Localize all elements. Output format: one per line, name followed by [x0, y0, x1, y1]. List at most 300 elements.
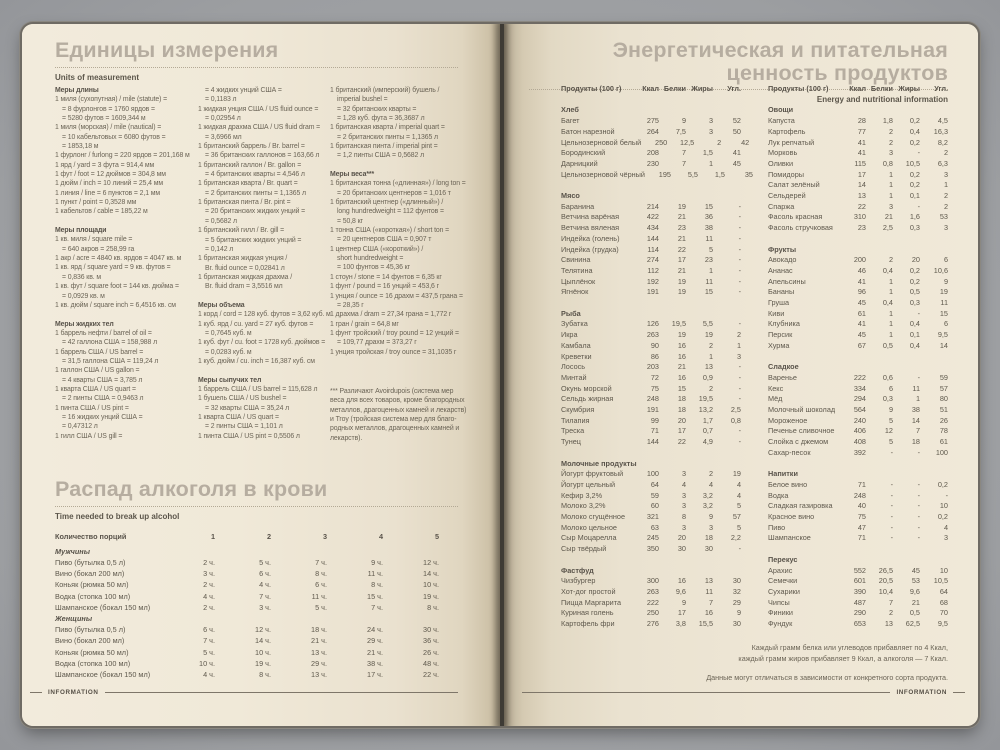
food-value: 0,2 — [937, 479, 948, 489]
unit-line: 1 унция / ounce = 16 драхм = 437,5 грана = — [330, 292, 463, 300]
food-name: Спаржа — [768, 201, 795, 211]
food-value: 15 — [704, 201, 713, 211]
food-value: 3 — [888, 201, 893, 211]
food-value: 1 — [888, 191, 893, 201]
food-value: 6,3 — [937, 158, 948, 168]
right-page-footer — [522, 689, 965, 696]
unit-line: long hundredweight = 112 фунтов = — [337, 208, 444, 216]
food-value: 38 — [911, 405, 920, 415]
unit-line: 1 фунт / pound = 16 унций = 453,6 г — [330, 283, 440, 291]
nutrition-header-cell: Угл. — [727, 84, 741, 93]
food-value: 63 — [650, 522, 659, 532]
footer-line — [105, 692, 458, 693]
food-name: Салат зелёный — [768, 180, 820, 190]
hours-value: 2 ч. — [203, 557, 215, 567]
food-value: 208 — [646, 148, 659, 158]
food-value: 11 — [705, 233, 713, 243]
food-value: 0,2 — [909, 116, 920, 126]
nutrition-header-cell: Жиры — [898, 84, 920, 93]
food-value: 1,5 — [702, 148, 713, 158]
food-row — [561, 212, 741, 223]
unit-line: imperial bushel = — [337, 96, 388, 104]
food-value: 18 — [704, 533, 713, 543]
nutrition-tables — [561, 84, 948, 630]
unit-line: = 5280 футов = 1609,344 м — [62, 115, 146, 123]
food-row — [561, 266, 741, 277]
unit-line: *** Различают Avoirdupois (система мер — [330, 387, 454, 395]
food-value: 19 — [677, 201, 686, 211]
food-name: Сухарики — [768, 586, 800, 596]
food-value: 57 — [939, 383, 948, 393]
food-value: 1 — [888, 330, 893, 340]
unit-line: 1 жидкая унция США / US fluid ounce = — [198, 105, 319, 113]
food-name: Хурма — [768, 340, 790, 350]
food-value: 564 — [853, 405, 866, 415]
unit-line: 1 британская кварта / Br. quart = — [198, 180, 298, 188]
food-value: 248 — [853, 490, 866, 500]
hours-value: 15 ч. — [367, 591, 383, 601]
food-value: 16 — [677, 576, 686, 586]
units-title-block — [55, 39, 458, 82]
food-value: 8 — [681, 512, 686, 522]
food-row — [768, 298, 948, 309]
food-value: 9 — [888, 405, 893, 415]
food-row — [768, 480, 948, 491]
food-value: 1 — [915, 394, 920, 404]
food-value: 52 — [732, 116, 741, 126]
food-value: 4,9 — [702, 437, 713, 447]
hours-value: 21 ч. — [311, 636, 327, 646]
food-value: - — [945, 490, 948, 500]
food-row — [768, 523, 948, 534]
food-value: 53 — [939, 212, 948, 222]
unit-line: = 0,142 л — [205, 245, 234, 253]
food-row — [768, 277, 948, 288]
unit-line: = 2 британских пинты = 1,1365 л — [205, 189, 306, 197]
food-value: 68 — [939, 597, 948, 607]
food-row — [561, 576, 741, 587]
units-column-3 — [330, 86, 490, 443]
book-spine — [500, 24, 504, 726]
food-section-title: Мясо — [561, 191, 580, 200]
food-name: Минтай — [561, 372, 587, 382]
food-value: 3 — [681, 490, 686, 500]
hours-value: 4 ч. — [203, 591, 215, 601]
food-row — [561, 373, 741, 384]
unit-line: веса для всех товаров, кроме благородных — [330, 397, 465, 405]
food-value: 275 — [646, 116, 659, 126]
food-value: - — [917, 479, 920, 489]
hours-value: 10 ч. — [199, 658, 215, 668]
unit-section-heading: Меры длины — [55, 87, 99, 94]
unit-line: 1 британская кварта / imperial quart = — [330, 124, 445, 132]
food-value: 192 — [646, 276, 659, 286]
food-value: 16 — [677, 372, 686, 382]
hours-value: 13 ч. — [311, 670, 327, 679]
food-value: 22 — [677, 437, 686, 447]
food-value: 41 — [732, 148, 741, 158]
food-value: 10 — [939, 501, 948, 511]
food-name: Молоко цельное — [561, 522, 617, 532]
food-value: 38 — [704, 223, 713, 233]
food-value: 29 — [732, 597, 741, 607]
unit-line: = 0,5682 л — [205, 217, 237, 225]
food-value: 2 — [888, 126, 893, 136]
food-row — [768, 212, 948, 223]
hours-value: 8 ч. — [371, 580, 383, 590]
food-value: 51 — [939, 405, 948, 415]
food-value: 6 — [943, 255, 948, 265]
food-value: - — [738, 426, 741, 436]
food-row — [768, 437, 948, 448]
food-value: 26,5 — [878, 565, 893, 575]
food-value: 18 — [911, 437, 920, 447]
food-value: 0,2 — [909, 276, 920, 286]
food-value: 263 — [646, 330, 659, 340]
food-value: - — [738, 383, 741, 393]
hours-value: 26 ч. — [423, 647, 439, 657]
food-name: Икра — [561, 330, 578, 340]
food-value: 7 — [708, 597, 713, 607]
food-value: 9 — [943, 276, 948, 286]
food-value: 19 — [732, 469, 741, 479]
unit-line: 1 британская тонна («длинная») / long ton = — [330, 180, 466, 188]
alcohol-row — [55, 602, 439, 613]
food-value: - — [738, 394, 741, 404]
food-name: Ананас — [768, 265, 793, 275]
food-value: 0,8 — [730, 415, 741, 425]
food-value: 13 — [704, 362, 713, 372]
food-value: 5 — [736, 522, 741, 532]
food-value: - — [890, 490, 893, 500]
food-row — [768, 266, 948, 277]
unit-line: родных металлов, драгоценных камней и — [330, 425, 460, 433]
food-value: 19,5 — [698, 394, 713, 404]
food-value: 1 — [888, 169, 893, 179]
food-value: 28 — [857, 116, 866, 126]
unit-line: 1 фунт тройский / troy pound = 12 унций = — [330, 329, 459, 337]
unit-section-heading: Меры сыпучих тел — [198, 376, 262, 384]
food-name: Белое вино — [768, 479, 808, 489]
food-value: 12 — [884, 426, 893, 436]
footer-label: INFORMATION — [896, 689, 947, 696]
food-value: - — [890, 533, 893, 543]
food-value: 64 — [939, 586, 948, 596]
food-value: 9,6 — [675, 586, 686, 596]
food-value: 0,4 — [882, 298, 893, 308]
unit-line: 1 миля (сухопутная) / mile (statute) = — [55, 96, 168, 104]
food-value: 4,5 — [937, 116, 948, 126]
food-value: 11 — [705, 276, 713, 286]
food-name: Ветчина вяленая — [561, 223, 620, 233]
food-name: Хот-дог простой — [561, 586, 616, 596]
drink-name: Шампанское (бокал 150 мл) — [55, 670, 151, 679]
unit-line: = 4 британских кварты = 4,546 л — [205, 171, 305, 179]
units-subtitle: Units of measurement — [55, 72, 140, 82]
food-row — [561, 533, 741, 544]
unit-section-heading: Меры объема — [198, 301, 245, 309]
unit-line: 1 стоун / stone = 14 фунтов = 6,35 кг — [330, 273, 442, 281]
hours-value: 6 ч. — [259, 569, 271, 579]
food-value: 9,5 — [937, 330, 948, 340]
unit-line: 1 ярд / yard = 3 фута = 914,4 мм — [55, 161, 155, 169]
food-value: 5 — [888, 415, 893, 425]
food-value: 64 — [650, 479, 659, 489]
unit-line: 1 куб. фут / cu. foot = 1728 куб. дюймов = — [198, 339, 326, 347]
unit-block — [198, 376, 330, 441]
food-row — [561, 148, 741, 159]
food-value: 1 — [708, 158, 713, 168]
unit-line: 1 тонна США («короткая») / short ton = — [330, 227, 450, 235]
alcohol-portion-count: 4 — [378, 531, 383, 541]
food-name: Индейка (грудка) — [561, 244, 619, 254]
unit-block — [330, 86, 490, 161]
food-value: 18 — [677, 405, 686, 415]
food-value: 1 — [708, 265, 713, 275]
food-value: - — [917, 148, 920, 158]
food-value: 264 — [646, 126, 659, 136]
food-row — [768, 138, 948, 149]
food-value: 17 — [677, 255, 686, 265]
food-row — [768, 148, 948, 159]
food-name: Сельдь жирная — [561, 394, 614, 404]
food-row — [561, 619, 741, 630]
unit-line: = 1,28 куб. фута = 36,3687 л — [337, 115, 425, 123]
food-row — [768, 416, 948, 427]
food-name: Мёд — [768, 394, 783, 404]
food-name: Апельсины — [768, 276, 806, 286]
food-value: - — [738, 223, 741, 233]
hours-value: 5 ч. — [315, 602, 327, 612]
hours-value: 5 ч. — [259, 557, 271, 567]
food-value: 10,5 — [905, 158, 920, 168]
unit-line: 1 кв. миля / square mile = — [55, 236, 133, 244]
food-value: 0,2 — [937, 512, 948, 522]
food-value: 14 — [939, 340, 948, 350]
food-value: 20 — [911, 255, 920, 265]
food-value: 4 — [681, 479, 686, 489]
food-name: Баранина — [561, 201, 595, 211]
food-value: 22 — [857, 201, 866, 211]
food-row — [561, 245, 741, 256]
food-value: 3 — [943, 223, 948, 233]
food-value: 36 — [704, 212, 713, 222]
hours-value: 5 ч. — [203, 647, 215, 657]
food-value: 112 — [647, 265, 659, 275]
food-value: 71 — [857, 479, 866, 489]
hours-value: 6 ч. — [203, 625, 215, 635]
food-name: Фундук — [768, 619, 793, 629]
drink-name: Коньяк (рюмка 50 мл) — [55, 580, 129, 590]
nutrition-page-title: Энергетическая и питательная ценность продуктов — [612, 38, 948, 85]
food-value: 14 — [857, 180, 866, 190]
food-value: 7,5 — [675, 126, 686, 136]
food-row — [768, 384, 948, 395]
food-name: Водка — [768, 490, 789, 500]
unit-block — [330, 170, 490, 357]
food-section-title: Напитки — [768, 469, 798, 479]
food-value: - — [738, 255, 741, 265]
food-value: 30 — [732, 619, 741, 629]
alcohol-group-label: Женщины — [55, 613, 93, 623]
food-value: 9 — [681, 116, 686, 126]
food-row — [768, 116, 948, 127]
food-value: 263 — [646, 586, 659, 596]
food-value: 274 — [646, 255, 659, 265]
food-value: 214 — [646, 201, 659, 211]
food-value: 32 — [732, 586, 741, 596]
hours-value: 7 ч. — [259, 591, 271, 601]
food-name: Ветчина варёная — [561, 212, 620, 222]
unit-line: = 20 британских центнеров = 1,016 т — [337, 189, 451, 197]
food-name: Молоко 3,2% — [561, 501, 606, 511]
hours-value: 8 ч. — [259, 670, 271, 679]
food-name: Окунь морской — [561, 383, 612, 393]
food-value: 4 — [708, 479, 713, 489]
nutrition-note-line: Каждый грамм белка или углеводов прибавляет по 4 Ккал, — [751, 643, 948, 652]
food-name: Тилапия — [561, 415, 590, 425]
food-value: 61 — [857, 308, 866, 318]
food-value: 250 — [655, 137, 668, 147]
food-value: 96 — [857, 287, 866, 297]
planner-spread — [22, 24, 978, 726]
food-value: 20 — [677, 533, 686, 543]
food-value: 0,4 — [882, 265, 893, 275]
unit-line: 1 баррель США / US barrel = — [55, 348, 144, 356]
food-row — [768, 533, 948, 544]
food-value: 19,5 — [671, 319, 686, 329]
food-value: 20,5 — [878, 576, 893, 586]
unit-line: = 28,35 г — [337, 301, 364, 309]
unit-line: 1 куб. ярд / cu. yard = 27 куб. футов = — [198, 320, 314, 328]
food-row — [768, 159, 948, 170]
food-name: Арахис — [768, 565, 793, 575]
food-value: 99 — [650, 415, 659, 425]
food-section-title: Фрукты — [768, 244, 797, 254]
food-value: 22 — [677, 244, 686, 254]
food-name: Йогурт цельный — [561, 479, 616, 489]
food-name: Цыплёнок — [561, 276, 596, 286]
food-value: 0,7 — [702, 426, 713, 436]
food-value: 552 — [853, 565, 866, 575]
food-value: 1 — [708, 351, 713, 361]
title-divider — [55, 66, 458, 68]
food-section-title: Фастфуд — [561, 565, 594, 575]
unit-line: = 0,0929 кв. м — [62, 292, 105, 300]
nutrition-header-cell: Ккал — [642, 84, 659, 93]
food-value: 9,6 — [909, 586, 920, 596]
nutrition-header-cell: Продукты (100 г) — [768, 84, 829, 93]
alcohol-row — [55, 568, 439, 579]
food-name: Бананы — [768, 287, 795, 297]
food-value: 0,2 — [909, 180, 920, 190]
unit-line: 1 гилл США / US gill = — [55, 432, 123, 440]
food-row — [768, 341, 948, 352]
nutrition-notes — [706, 643, 948, 684]
food-section-title: Перекус — [768, 554, 798, 564]
food-row — [768, 191, 948, 202]
alcohol-table — [55, 531, 439, 681]
food-name: Авокадо — [768, 255, 797, 265]
food-name: Пиво — [768, 522, 786, 532]
food-row — [768, 309, 948, 320]
food-value: 0,2 — [909, 265, 920, 275]
food-value: 75 — [650, 383, 659, 393]
unit-line: Br. fluid dram = 3,5516 мл — [205, 283, 283, 291]
food-value: 21 — [677, 233, 686, 243]
food-value: 13 — [884, 619, 893, 629]
food-name: Зубатка — [561, 319, 588, 329]
unit-line: = 109,77 драхм = 373,27 г — [337, 339, 417, 347]
food-value: 0,5 — [909, 608, 920, 618]
food-name: Сахар-песок — [768, 447, 811, 457]
food-name: Сельдерей — [768, 191, 806, 201]
food-value: 19 — [939, 287, 948, 297]
food-row — [768, 512, 948, 523]
food-name: Ягнёнок — [561, 287, 589, 297]
nutrition-header-cell: Жиры — [691, 84, 713, 93]
food-row — [768, 330, 948, 341]
food-name: Мороженое — [768, 415, 808, 425]
food-value: 57 — [732, 512, 741, 522]
food-value: 3,2 — [702, 490, 713, 500]
food-value: - — [738, 437, 741, 447]
food-row — [561, 523, 741, 534]
food-name: Фасоль стручковая — [768, 223, 833, 233]
unit-line: 1 британская жидкая унция / — [198, 255, 288, 263]
food-row — [768, 319, 948, 330]
food-value: 200 — [853, 255, 866, 265]
food-value: - — [738, 233, 741, 243]
food-value: 72 — [650, 372, 659, 382]
hours-value: 38 ч. — [367, 658, 383, 668]
unit-line: 1 миля (морская) / mile (nautical) = — [55, 124, 162, 132]
food-value: 3 — [681, 469, 686, 479]
food-value: 2 — [736, 330, 741, 340]
unit-line: = 16 жидких унций США = — [62, 413, 143, 421]
food-row — [561, 116, 741, 127]
hours-value: 19 ч. — [255, 658, 271, 668]
food-value: - — [917, 201, 920, 211]
food-value: 8,2 — [937, 137, 948, 147]
food-name: Фасоль красная — [768, 212, 823, 222]
food-value: 19 — [704, 330, 713, 340]
food-row — [768, 223, 948, 234]
food-value: 0,4 — [909, 319, 920, 329]
food-value: 3 — [736, 351, 741, 361]
unit-line: 1 дюйм / inch = 10 линий = 25,4 мм — [55, 180, 163, 188]
food-row — [768, 394, 948, 405]
food-value: 2,5 — [882, 223, 893, 233]
food-value: 195 — [658, 169, 671, 179]
food-name: Помидоры — [768, 169, 805, 179]
food-value: - — [917, 308, 920, 318]
alcohol-row — [55, 579, 439, 590]
food-value: 0,5 — [909, 287, 920, 297]
food-name: Варенье — [768, 372, 797, 382]
nutrition-header-cell: Белки — [870, 84, 893, 93]
food-value: 487 — [853, 597, 866, 607]
food-value: 71 — [857, 533, 866, 543]
unit-line: 1 жидкая драхма США / US fluid dram = — [198, 124, 321, 132]
food-value: 61 — [939, 437, 948, 447]
drink-name: Водка (стопка 100 мл) — [55, 591, 131, 601]
food-value: 41 — [857, 148, 866, 158]
food-value: 5 — [736, 501, 741, 511]
food-value: 5 — [888, 437, 893, 447]
food-row — [561, 544, 741, 555]
food-value: 0,3 — [909, 298, 920, 308]
